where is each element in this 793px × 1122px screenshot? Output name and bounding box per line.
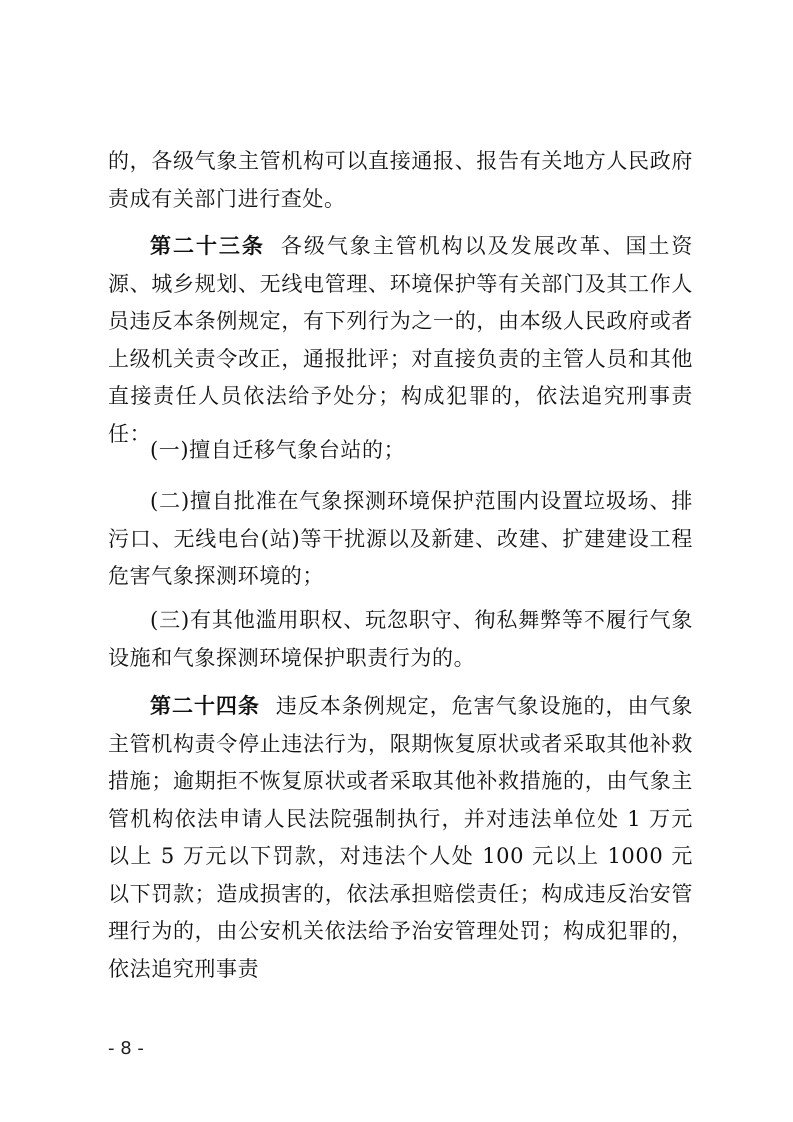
list-item-text: (一)擅自迁移气象台站的；	[150, 438, 406, 462]
article-24-paragraph	[108, 688, 693, 988]
list-item-1	[108, 432, 693, 470]
list-item-text: (三)有其他滥用职权、玩忽职守、徇私舞弊等不履行气象设施和气象探测环境保护职责行为的。	[108, 608, 693, 670]
list-item-text: (二)擅自批准在气象探测环境保护范围内设置垃圾场、排污口、无线电台(站)等干扰源以及新建、改建、扩建建设工程危害气象探测环境的；	[108, 489, 693, 588]
article-number: 第二十三条	[150, 234, 265, 258]
article-text: 各级气象主管机构以及发展改革、国土资源、城乡规划、无线电管理、环境保护等有关部门及其工作人员违反本条例规定，有下列行为之一的，由本级人民政府或者上级机关责令改正，通报批评；对直接负责的主管人员和其他直接责任人员依法给予处分；构成犯罪的，依法追究刑事责任：	[108, 234, 693, 446]
document-page	[108, 0, 693, 1122]
list-item-3	[108, 602, 693, 677]
paragraph-continuation	[108, 143, 693, 218]
paragraph-text: 的，各级气象主管机构可以直接通报、报告有关地方人民政府责成有关部门进行查处。	[108, 149, 693, 211]
article-23-paragraph	[108, 228, 693, 453]
page-number: - 8 -	[108, 1038, 144, 1059]
list-item-2	[108, 483, 693, 596]
article-number: 第二十四条	[150, 694, 260, 718]
article-text: 违反本条例规定，危害气象设施的，由气象主管机构责令停止违法行为，限期恢复原状或者采取其他补救措施；逾期拒不恢复原状或者采取其他补救措施的，由气象主管机构依法申请人民法院强制执行，并对违法单位处 1 万元以上 5 万元以下罚款，对违法个人处 100 元以上 1000 元以下罚款；造成损害的，依法承担赔偿责任；构成违反治安管理行为的，由公安机关依法给予治安管理处罚；构成犯罪的，依法追究刑事责	[108, 694, 693, 981]
